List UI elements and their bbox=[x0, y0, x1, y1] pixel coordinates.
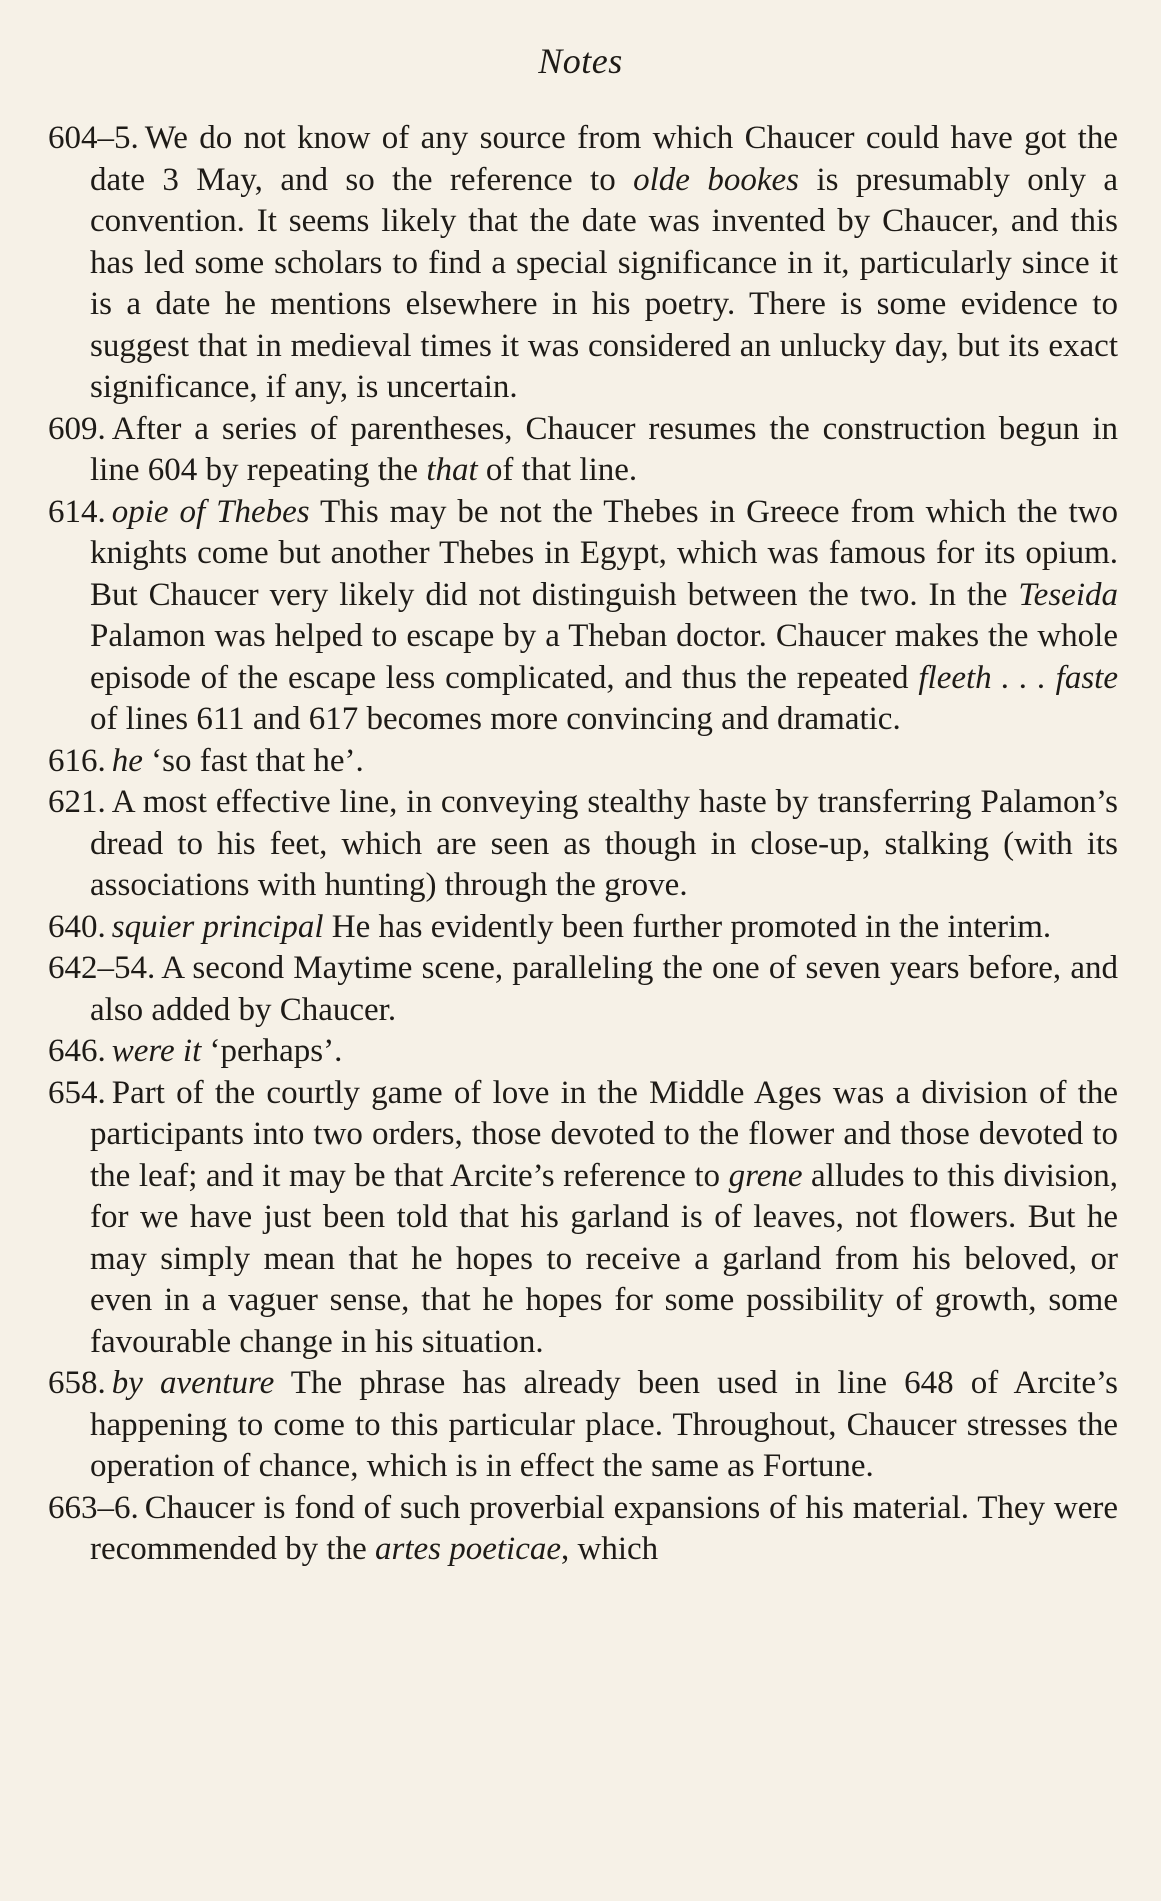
note-line-number: 614. bbox=[48, 493, 106, 530]
note-text: Chaucer is fond of such proverbial expansions of his material. They were recommended by the bbox=[90, 1489, 1118, 1567]
note-text: We do not know of any source from which Chaucer could have got the date 3 May, and so the reference to bbox=[90, 120, 1118, 198]
note-italic-term: grene bbox=[728, 1157, 803, 1194]
note-text: is presumably only a convention. It seems likely that the date was invented by Chaucer, and this has led some scholars to find a special significance in it, particularly since it is a date he mentions elsewhere in his poetry. There is some evidence to suggest that in medieval times it was considered an unlucky day, but its exact significance, if any, is uncertain. bbox=[90, 161, 1119, 405]
note-lemma: opie of Thebes bbox=[111, 493, 310, 530]
note-text: Palamon was helped to escape by a Theban doctor. Chaucer makes the whole episode of the escape less complicated, and thus the repeated bbox=[90, 618, 1118, 696]
note-line-number: 621. bbox=[48, 784, 106, 820]
note-line-number: 646. bbox=[48, 1033, 106, 1069]
note-entry bbox=[48, 1073, 1118, 1364]
note-entry bbox=[48, 782, 1118, 907]
notes-list bbox=[48, 118, 1118, 1571]
note-italic-term: fleeth . . . faste bbox=[918, 659, 1118, 696]
note-text: After a series of parentheses, Chaucer resumes the construction begun in line 604 by repeating the bbox=[90, 410, 1118, 488]
note-lemma: squier principal bbox=[111, 908, 324, 945]
note-lemma: he bbox=[111, 742, 143, 779]
note-line-number: 654. bbox=[48, 1074, 106, 1111]
note-text: Part of the courtly game of love in the Middle Ages was a division of the participants into two orders, those devoted to the flower and those devoted to the leaf; and it may be that Arcite’s reference to bbox=[90, 1074, 1118, 1194]
note-text: He has evidently been further promoted in the interim. bbox=[331, 908, 1052, 945]
note-line-number: 642–54. bbox=[48, 950, 156, 986]
note-line-number: 616. bbox=[48, 742, 106, 779]
note-entry bbox=[48, 118, 1118, 409]
note-text: ‘perhaps’. bbox=[209, 1033, 343, 1069]
note-text: alludes to this division, for we have just been told that his garland is of leaves, not flowers. But he may simply mean that he hopes to receive a garland from his beloved, or even in a vaguer sense, that he hopes for some possibility of growth, some favourable change in his situation. bbox=[90, 1157, 1118, 1360]
note-text: , which bbox=[561, 1531, 659, 1567]
note-line-number: 604–5. bbox=[48, 120, 139, 156]
note-text: This may be not the Thebes in Greece from which the two knights come but another Thebes in Egypt, which was famous for its opium. But Chaucer very likely did not distinguish between the two. In the bbox=[90, 493, 1118, 613]
note-lemma: were it bbox=[111, 1033, 202, 1069]
running-header: Notes bbox=[538, 41, 623, 81]
note-line-number: 640. bbox=[48, 908, 106, 945]
note-entry bbox=[48, 741, 1118, 783]
note-lemma: by aventure bbox=[111, 1365, 275, 1401]
note-italic-term: Teseida bbox=[1018, 576, 1118, 613]
note-entry bbox=[48, 1488, 1118, 1571]
note-text: ‘so fast that he’. bbox=[151, 742, 364, 779]
note-line-number: 663–6. bbox=[48, 1489, 139, 1526]
note-text: The phrase has already been used in line 648 of Arcite’s happening to come to this particular place. Throughout, Chaucer stresses the operation of chance, which is in effect the same as Fortune. bbox=[90, 1365, 1119, 1484]
note-line-number: 658. bbox=[48, 1365, 106, 1401]
note-entry bbox=[48, 409, 1118, 492]
note-entry bbox=[48, 907, 1118, 949]
note-line-number: 609. bbox=[48, 410, 106, 447]
note-text: of lines 611 and 617 becomes more convincing and dramatic. bbox=[90, 701, 901, 737]
note-entry bbox=[48, 1363, 1118, 1488]
note-text: A second Maytime scene, paralleling the one of seven years before, and also added by Chaucer. bbox=[90, 950, 1118, 1028]
note-entry bbox=[48, 948, 1118, 1031]
note-italic-term: olde bookes bbox=[633, 161, 800, 198]
note-entry bbox=[48, 492, 1118, 741]
note-italic-term: artes poeticae bbox=[374, 1531, 562, 1567]
note-text: A most effective line, in conveying stealthy haste by transferring Palamon’s dread to his feet, which are seen as though in close-up, stalking (with its associations with hunting) through the grove. bbox=[90, 784, 1118, 903]
note-text: of that line. bbox=[477, 452, 638, 488]
note-italic-term: that bbox=[426, 452, 478, 488]
note-entry bbox=[48, 1031, 1118, 1073]
